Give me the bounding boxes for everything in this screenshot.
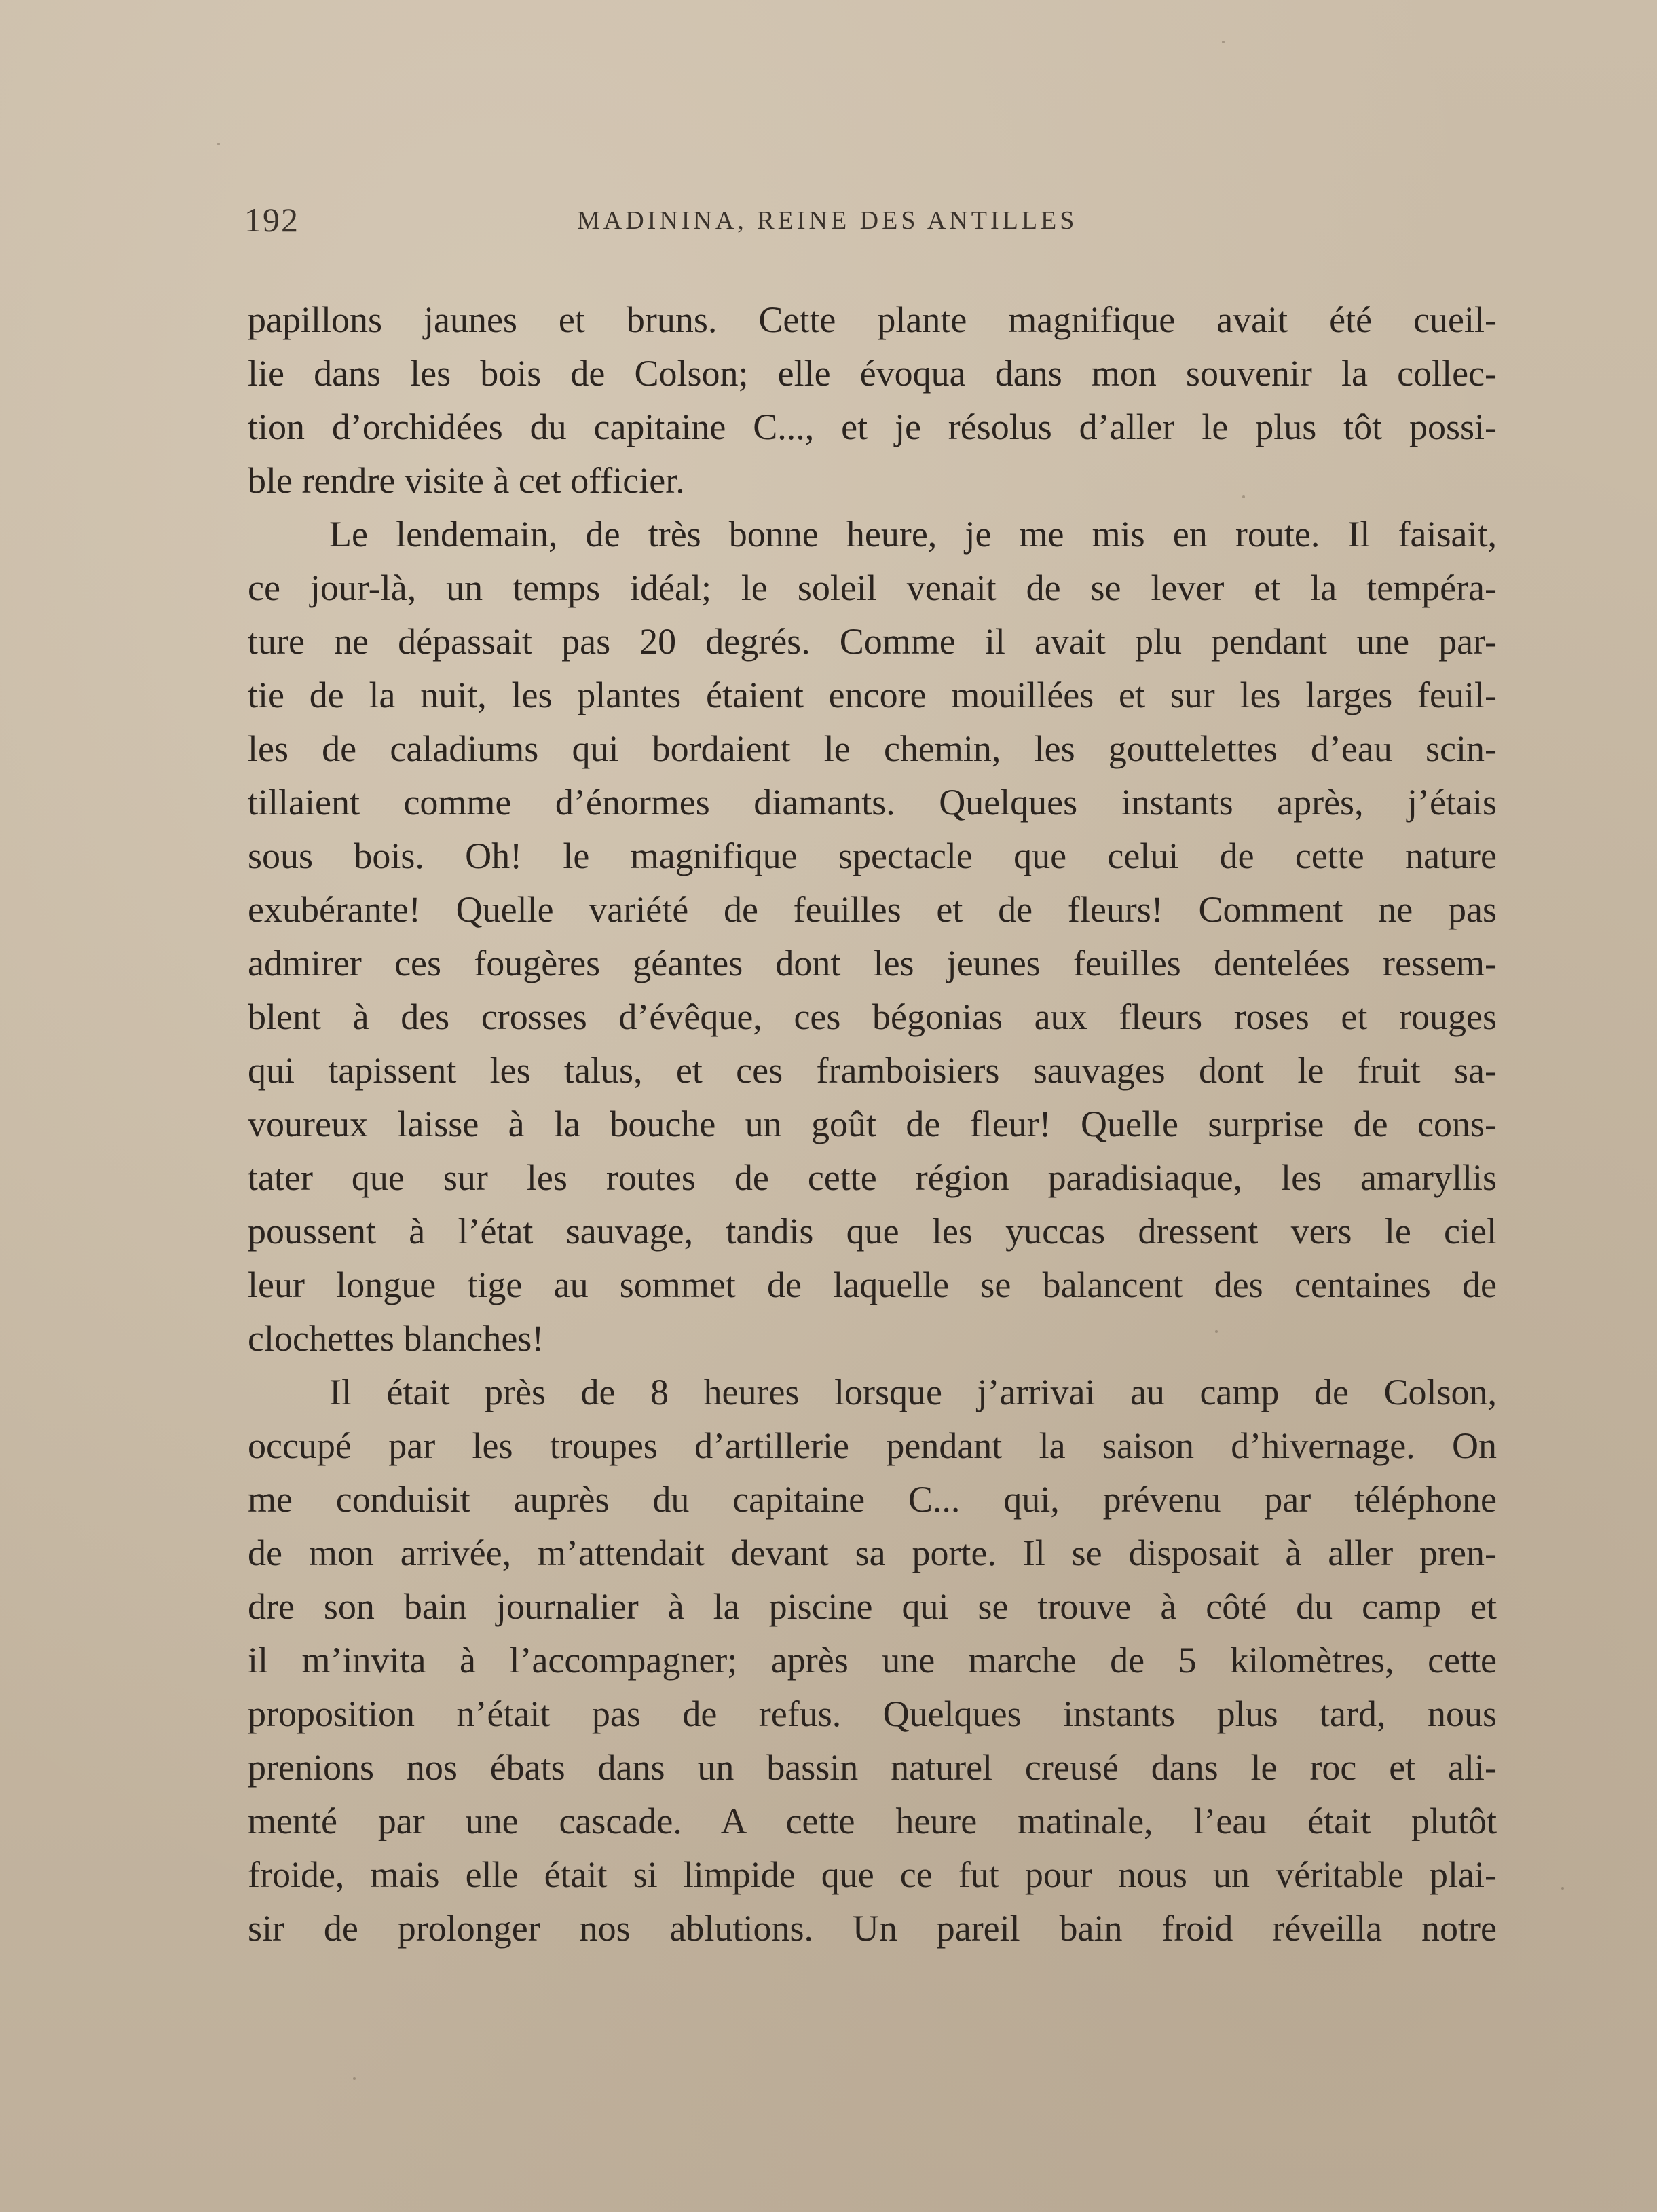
text-line: prenions nos ébats dans un bassin naturel creusé dans le roc et ali-	[248, 1747, 1497, 1788]
text-line: occupé par les troupes d’artillerie pendant la saison d’hivernage. On	[248, 1425, 1497, 1466]
paper-speck	[217, 143, 220, 145]
text-line: menté par une cascade. A cette heure matinale, l’eau était plutôt	[248, 1801, 1497, 1841]
paragraph-start-line: Il était près de 8 heures lorsque j’arrivai au camp de Colson,	[329, 1372, 1497, 1412]
paper-speck	[1561, 1887, 1564, 1890]
text-line: tion d’orchidées du capitaine C..., et je résolus d’aller le plus tôt possi-	[248, 407, 1497, 447]
text-line: froide, mais elle était si limpide que ce fut pour nous un véritable plai-	[248, 1854, 1497, 1895]
text-line: exubérante! Quelle variété de feuilles et de fleurs! Comment ne pas	[248, 889, 1497, 930]
text-line: lie dans les bois de Colson; elle évoqua dans mon souvenir la collec-	[248, 353, 1497, 394]
text-line: dre son bain journalier à la piscine qui se trouve à côté du camp et	[248, 1586, 1497, 1627]
paper-speck	[1215, 1330, 1218, 1333]
paragraph-start-line: Le lendemain, de très bonne heure, je me mis en route. Il faisait,	[329, 514, 1497, 555]
page-number: 192	[244, 201, 299, 239]
text-line: ce jour-là, un temps idéal; le soleil venait de se lever et la tempéra-	[248, 567, 1497, 608]
text-line: admirer ces fougères géantes dont les jeunes feuilles dentelées ressem-	[248, 943, 1497, 983]
text-line: les de caladiums qui bordaient le chemin, les gouttelettes d’eau scin-	[248, 728, 1497, 769]
paper-speck	[353, 2077, 356, 2080]
text-line: sir de prolonger nos ablutions. Un pareil bain froid réveilla notre	[248, 1908, 1497, 1949]
text-line: poussent à l’état sauvage, tandis que les yuccas dressent vers le ciel	[248, 1211, 1497, 1252]
paragraph-end-line: ble rendre visite à cet officier.	[248, 460, 685, 501]
text-line: tillaient comme d’énormes diamants. Quelques instants après, j’étais	[248, 782, 1497, 823]
text-line: il m’invita à l’accompagner; après une marche de 5 kilomètres, cette	[248, 1640, 1497, 1681]
text-line: me conduisit auprès du capitaine C... qui, prévenu par téléphone	[248, 1479, 1497, 1520]
text-line: sous bois. Oh! le magnifique spectacle que celui de cette nature	[248, 836, 1497, 876]
text-line: ture ne dépassait pas 20 degrés. Comme il avait plu pendant une par-	[248, 621, 1497, 662]
text-line: papillons jaunes et bruns. Cette plante magnifique avait été cueil-	[248, 299, 1497, 340]
paper-speck	[1222, 41, 1225, 43]
text-line: tater que sur les routes de cette région paradisiaque, les amaryllis	[248, 1157, 1497, 1198]
text-line: blent à des crosses d’évêque, ces bégonias aux fleurs roses et rouges	[248, 996, 1497, 1037]
paper-speck	[1242, 495, 1245, 498]
text-line: qui tapissent les talus, et ces framboisiers sauvages dont le fruit sa-	[248, 1050, 1497, 1091]
body-text	[248, 293, 1497, 1955]
text-line: leur longue tige au sommet de laquelle se balancent des centaines de	[248, 1264, 1497, 1305]
paragraph-end-line: clochettes blanches!	[248, 1318, 544, 1359]
text-line: proposition n’était pas de refus. Quelques instants plus tard, nous	[248, 1693, 1497, 1734]
running-title: MADININA, REINE DES ANTILLES	[577, 206, 1078, 235]
text-line: voureux laisse à la bouche un goût de fleur! Quelle surprise de cons-	[248, 1104, 1497, 1144]
running-head	[244, 200, 1497, 248]
text-line: de mon arrivée, m’attendait devant sa porte. Il se disposait à aller pren-	[248, 1533, 1497, 1573]
text-line: tie de la nuit, les plantes étaient encore mouillées et sur les larges feuil-	[248, 675, 1497, 715]
